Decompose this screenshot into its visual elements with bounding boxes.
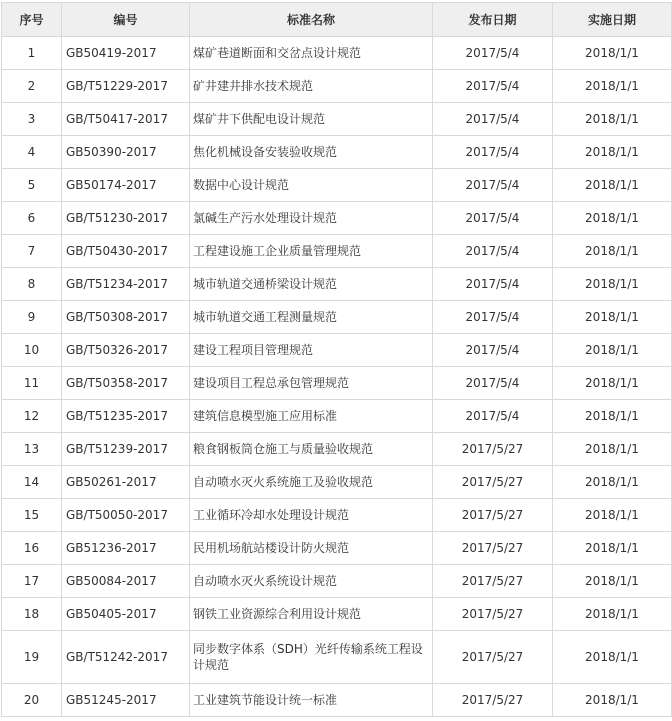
table-row — [2, 235, 672, 268]
cell-effective-date: 2018/1/1 — [553, 433, 672, 466]
table-row — [2, 433, 672, 466]
cell-standard-name: 粮食钢板筒仓施工与质量验收规范 — [190, 433, 433, 466]
cell-code: GB/T51230-2017 — [62, 202, 190, 235]
cell-code: GB50084-2017 — [62, 565, 190, 598]
cell-effective-date: 2018/1/1 — [553, 400, 672, 433]
cell-serial-no: 2 — [2, 70, 62, 103]
cell-serial-no: 7 — [2, 235, 62, 268]
header-publish-date: 发布日期 — [433, 3, 553, 37]
cell-code: GB/T51235-2017 — [62, 400, 190, 433]
cell-effective-date: 2018/1/1 — [553, 631, 672, 684]
cell-code: GB50390-2017 — [62, 136, 190, 169]
cell-publish-date: 2017/5/4 — [433, 70, 553, 103]
table-row — [2, 268, 672, 301]
table-header-row — [2, 3, 672, 37]
cell-publish-date: 2017/5/4 — [433, 235, 553, 268]
cell-effective-date: 2018/1/1 — [553, 334, 672, 367]
cell-standard-name: 城市轨道交通工程测量规范 — [190, 301, 433, 334]
cell-publish-date: 2017/5/4 — [433, 202, 553, 235]
cell-code: GB50405-2017 — [62, 598, 190, 631]
cell-effective-date: 2018/1/1 — [553, 169, 672, 202]
cell-effective-date: 2018/1/1 — [553, 70, 672, 103]
cell-standard-name: 同步数字体系（SDH）光纤传输系统工程设计规范 — [190, 631, 433, 684]
cell-effective-date: 2018/1/1 — [553, 301, 672, 334]
cell-publish-date: 2017/5/4 — [433, 334, 553, 367]
table-row — [2, 598, 672, 631]
cell-publish-date: 2017/5/27 — [433, 565, 553, 598]
cell-serial-no: 13 — [2, 433, 62, 466]
header-standard-name: 标准名称 — [190, 3, 433, 37]
table-row — [2, 37, 672, 70]
cell-standard-name: 矿井建井排水技术规范 — [190, 70, 433, 103]
cell-code: GB50174-2017 — [62, 169, 190, 202]
cell-publish-date: 2017/5/4 — [433, 301, 553, 334]
cell-standard-name: 钢铁工业资源综合利用设计规范 — [190, 598, 433, 631]
cell-publish-date: 2017/5/27 — [433, 433, 553, 466]
cell-serial-no: 4 — [2, 136, 62, 169]
cell-code: GB/T50050-2017 — [62, 499, 190, 532]
cell-effective-date: 2018/1/1 — [553, 466, 672, 499]
table-row — [2, 499, 672, 532]
cell-serial-no: 20 — [2, 684, 62, 717]
cell-publish-date: 2017/5/4 — [433, 169, 553, 202]
header-effective-date: 实施日期 — [553, 3, 672, 37]
cell-standard-name: 工业建筑节能设计统一标准 — [190, 684, 433, 717]
cell-publish-date: 2017/5/4 — [433, 136, 553, 169]
standards-table — [1, 2, 672, 717]
table-row — [2, 466, 672, 499]
cell-serial-no: 12 — [2, 400, 62, 433]
table-row — [2, 334, 672, 367]
cell-code: GB/T50417-2017 — [62, 103, 190, 136]
cell-publish-date: 2017/5/4 — [433, 37, 553, 70]
table-row — [2, 70, 672, 103]
cell-effective-date: 2018/1/1 — [553, 367, 672, 400]
cell-effective-date: 2018/1/1 — [553, 268, 672, 301]
table-row — [2, 301, 672, 334]
table-row — [2, 532, 672, 565]
cell-serial-no: 1 — [2, 37, 62, 70]
cell-standard-name: 城市轨道交通桥梁设计规范 — [190, 268, 433, 301]
cell-publish-date: 2017/5/27 — [433, 684, 553, 717]
table-row — [2, 103, 672, 136]
cell-serial-no: 6 — [2, 202, 62, 235]
cell-standard-name: 氯碱生产污水处理设计规范 — [190, 202, 433, 235]
cell-publish-date: 2017/5/27 — [433, 532, 553, 565]
cell-publish-date: 2017/5/27 — [433, 499, 553, 532]
cell-code: GB50261-2017 — [62, 466, 190, 499]
table-row — [2, 400, 672, 433]
cell-publish-date: 2017/5/4 — [433, 367, 553, 400]
cell-standard-name: 自动喷水灭火系统设计规范 — [190, 565, 433, 598]
cell-effective-date: 2018/1/1 — [553, 565, 672, 598]
cell-publish-date: 2017/5/4 — [433, 268, 553, 301]
cell-code: GB/T51229-2017 — [62, 70, 190, 103]
cell-publish-date: 2017/5/27 — [433, 466, 553, 499]
cell-effective-date: 2018/1/1 — [553, 202, 672, 235]
table-row — [2, 565, 672, 598]
cell-code: GB50419-2017 — [62, 37, 190, 70]
cell-code: GB/T51242-2017 — [62, 631, 190, 684]
cell-effective-date: 2018/1/1 — [553, 499, 672, 532]
cell-effective-date: 2018/1/1 — [553, 684, 672, 717]
cell-code: GB/T51234-2017 — [62, 268, 190, 301]
cell-effective-date: 2018/1/1 — [553, 37, 672, 70]
cell-serial-no: 10 — [2, 334, 62, 367]
cell-standard-name: 工程建设施工企业质量管理规范 — [190, 235, 433, 268]
cell-publish-date: 2017/5/4 — [433, 103, 553, 136]
cell-effective-date: 2018/1/1 — [553, 532, 672, 565]
cell-serial-no: 14 — [2, 466, 62, 499]
header-serial-no: 序号 — [2, 3, 62, 37]
cell-effective-date: 2018/1/1 — [553, 103, 672, 136]
cell-standard-name: 建筑信息模型施工应用标准 — [190, 400, 433, 433]
cell-standard-name: 民用机场航站楼设计防火规范 — [190, 532, 433, 565]
table-row — [2, 136, 672, 169]
cell-effective-date: 2018/1/1 — [553, 235, 672, 268]
cell-code: GB/T50308-2017 — [62, 301, 190, 334]
cell-standard-name: 煤矿巷道断面和交岔点设计规范 — [190, 37, 433, 70]
header-code: 编号 — [62, 3, 190, 37]
cell-serial-no: 15 — [2, 499, 62, 532]
cell-publish-date: 2017/5/4 — [433, 400, 553, 433]
cell-serial-no: 19 — [2, 631, 62, 684]
cell-code: GB51245-2017 — [62, 684, 190, 717]
cell-standard-name: 数据中心设计规范 — [190, 169, 433, 202]
cell-serial-no: 17 — [2, 565, 62, 598]
cell-standard-name: 建设工程项目管理规范 — [190, 334, 433, 367]
cell-code: GB/T50430-2017 — [62, 235, 190, 268]
cell-effective-date: 2018/1/1 — [553, 136, 672, 169]
table-row — [2, 631, 672, 684]
cell-standard-name: 自动喷水灭火系统施工及验收规范 — [190, 466, 433, 499]
cell-serial-no: 9 — [2, 301, 62, 334]
cell-serial-no: 3 — [2, 103, 62, 136]
cell-code: GB/T50358-2017 — [62, 367, 190, 400]
cell-standard-name: 焦化机械设备安装验收规范 — [190, 136, 433, 169]
table-row — [2, 202, 672, 235]
cell-code: GB/T50326-2017 — [62, 334, 190, 367]
cell-standard-name: 建设项目工程总承包管理规范 — [190, 367, 433, 400]
cell-code: GB/T51239-2017 — [62, 433, 190, 466]
cell-publish-date: 2017/5/27 — [433, 598, 553, 631]
cell-code: GB51236-2017 — [62, 532, 190, 565]
cell-publish-date: 2017/5/27 — [433, 631, 553, 684]
cell-serial-no: 5 — [2, 169, 62, 202]
cell-serial-no: 11 — [2, 367, 62, 400]
cell-serial-no: 18 — [2, 598, 62, 631]
table-row — [2, 367, 672, 400]
table-row — [2, 169, 672, 202]
cell-effective-date: 2018/1/1 — [553, 598, 672, 631]
cell-standard-name: 煤矿井下供配电设计规范 — [190, 103, 433, 136]
cell-serial-no: 16 — [2, 532, 62, 565]
table-row — [2, 684, 672, 717]
cell-serial-no: 8 — [2, 268, 62, 301]
cell-standard-name: 工业循环冷却水处理设计规范 — [190, 499, 433, 532]
